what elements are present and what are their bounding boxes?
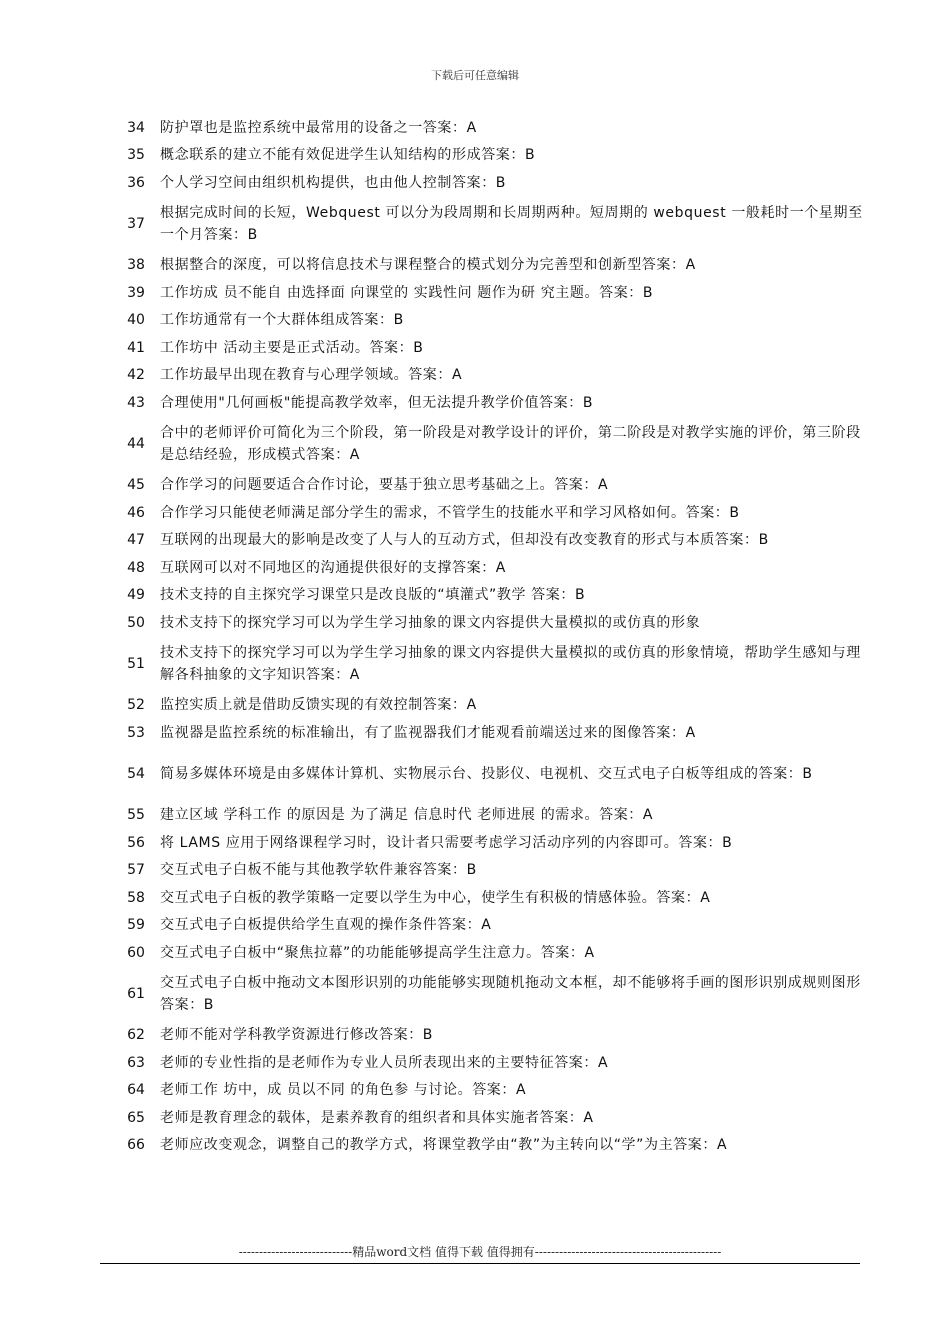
question-number: 60: [127, 944, 145, 961]
page-header: 下载后可任意编辑: [431, 69, 519, 82]
question-text: 合作学习只能使老师满足部分学生的需求，不管学生的技能水平和学习风格如何。答案：B: [160, 504, 740, 521]
question-number: 38: [127, 257, 145, 274]
question-row: [112, 279, 872, 307]
question-number: 37: [127, 216, 145, 232]
question-row: [112, 692, 872, 720]
question-number: 47: [127, 532, 145, 549]
question-row: [112, 829, 872, 857]
question-row: [112, 362, 872, 390]
page-footer: ----------------------------精品word文档 值得下载 值得拥有----------------------------------------------: [100, 1243, 860, 1264]
question-row: [112, 609, 872, 637]
question-number: 54: [127, 766, 145, 782]
question-number: 52: [127, 697, 145, 714]
question-number: 40: [127, 312, 145, 329]
question-text: 老师的专业性指的是老师作为专业人员所表现出来的主要特征答案：A: [160, 1054, 609, 1071]
question-number: 41: [127, 339, 145, 356]
question-text: 老师不能对学科教学资源进行修改答案：B: [160, 1027, 434, 1044]
question-number: 43: [127, 394, 145, 411]
question-text: 老师是教育理念的载体，是素养教育的组织者和具体实施者答案：A: [160, 1109, 594, 1126]
question-number: 55: [127, 807, 145, 824]
question-text: 根据整合的深度，可以将信息技术与课程整合的模式划分为完善型和创新型答案：A: [160, 257, 696, 274]
question-text: 老师工作 坊中，成 员以不同 的角色参 与讨论。答案：A: [160, 1082, 527, 1099]
question-number: 53: [127, 724, 145, 741]
question-text: 技术支持的自主探究学习课堂只是改良版的“填灌式”教学 答案：B: [160, 587, 586, 604]
question-number: 65: [127, 1109, 145, 1126]
question-row: [112, 1104, 872, 1132]
question-text: 交互式电子白板中拖动文本图形识别的功能能够实现随机拖动文本框，却不能够将手画的图形识别成规则图形答案：B: [160, 975, 861, 1013]
question-row: [112, 582, 872, 610]
question-text: 互联网可以对不同地区的沟通提供很好的支撑答案：A: [160, 559, 506, 576]
question-row: [112, 252, 872, 280]
question-row: [112, 802, 872, 830]
question-row: [112, 142, 872, 170]
question-number: 58: [127, 889, 145, 906]
question-number: 42: [127, 367, 145, 384]
question-text: 根据完成时间的长短，Webquest 可以分为段周期和长周期两种。短周期的 webquest 一般耗时一个星期至一个月答案：B: [160, 205, 863, 243]
question-text: 合中的老师评价可简化为三个阶段，第一阶段是对教学设计的评价，第二阶段是对教学实施的评价，第三阶段是总结经验，形成模式答案：A: [160, 425, 861, 463]
question-number: 48: [127, 559, 145, 576]
question-row: [112, 554, 872, 582]
question-number: 36: [127, 174, 145, 191]
question-row: [112, 334, 872, 362]
question-text: 技术支持下的探究学习可以为学生学习抽象的课文内容提供大量模拟的或仿真的形象情境，帮助学生感知与理解各科抽象的文字知识答案：A: [160, 645, 861, 683]
question-row: [112, 967, 872, 1022]
question-text: 交互式电子白板提供给学生直观的操作条件答案：A: [160, 917, 492, 934]
question-number: 66: [127, 1137, 145, 1154]
question-row: [112, 499, 872, 527]
question-text: 工作坊通常有一个大群体组成答案：B: [160, 312, 404, 329]
question-row: [112, 857, 872, 885]
question-text: 监控实质上就是借助反馈实现的有效控制答案：A: [160, 697, 477, 714]
question-text: 互联网的出现最大的影响是改变了人与人的互动方式，但却没有改变教育的形式与本质答案：B: [160, 532, 769, 549]
question-number: 49: [127, 587, 145, 604]
question-row: [112, 1132, 872, 1160]
question-text: 防护罩也是监控系统中最常用的设备之一答案：A: [160, 119, 477, 136]
question-number: 50: [127, 614, 145, 631]
question-row: [112, 1077, 872, 1105]
question-text: 简易多媒体环境是由多媒体计算机、实物展示台、投影仪、电视机、交互式电子白板等组成的答案：B: [160, 766, 813, 782]
question-row: [112, 939, 872, 967]
question-text: 工作坊成 员不能自 由选择面 向课堂的 实践性问 题作为研 究主题。答案：B: [160, 284, 654, 301]
question-text: 技术支持下的探究学习可以为学生学习抽象的课文内容提供大量模拟的或仿真的形象: [160, 614, 701, 631]
question-number: 51: [127, 656, 145, 672]
question-number: 56: [127, 834, 145, 851]
question-text: 个人学习空间由组织机构提供，也由他人控制答案：B: [160, 174, 507, 191]
question-row: [112, 169, 872, 197]
question-row: [112, 884, 872, 912]
question-text: 工作坊中 活动主要是正式活动。答案：B: [160, 339, 424, 356]
question-number: 57: [127, 862, 145, 879]
question-number: 61: [127, 986, 145, 1002]
question-row: [112, 114, 872, 142]
question-text: 概念联系的建立不能有效促进学生认知结构的形成答案：B: [160, 147, 536, 164]
question-number: 59: [127, 917, 145, 934]
question-row: [112, 417, 872, 472]
question-text: 合作学习的问题要适合合作讨论，要基于独立思考基础之上。答案：A: [160, 477, 609, 494]
question-row: [112, 307, 872, 335]
question-row: [112, 527, 872, 555]
question-row: [112, 912, 872, 940]
question-row: [112, 747, 872, 802]
question-row: [112, 637, 872, 692]
question-number: 63: [127, 1054, 145, 1071]
question-text: 交互式电子白板中“聚焦拉幕”的功能能够提高学生注意力。答案：A: [160, 944, 595, 961]
question-text: 工作坊最早出现在教育与心理学领域。答案：A: [160, 367, 463, 384]
question-text: 合理使用"几何画板"能提高教学效率，但无法提升教学价值答案：B: [160, 394, 594, 411]
question-number: 45: [127, 477, 145, 494]
question-row: [112, 1049, 872, 1077]
question-number: 34: [127, 119, 145, 136]
question-number: 46: [127, 504, 145, 521]
question-text: 建立区域 学科工作 的原因是 为了满足 信息时代 老师进展 的需求。答案：A: [160, 807, 654, 824]
question-list: [112, 114, 872, 1159]
question-text: 老师应改变观念，调整自己的教学方式，将课堂教学由“教”为主转向以“学”为主答案：A: [160, 1137, 728, 1154]
question-text: 交互式电子白板不能与其他教学软件兼容答案：B: [160, 862, 477, 879]
question-row: [112, 1022, 872, 1050]
question-text: 监视器是监控系统的标准输出，有了监视器我们才能观看前端送过来的图像答案：A: [160, 724, 696, 741]
question-text: 将 LAMS 应用于网络课程学习时，设计者只需要考虑学习活动序列的内容即可。答案：B: [160, 834, 733, 851]
question-number: 44: [127, 436, 145, 452]
question-number: 62: [127, 1027, 145, 1044]
question-row: [112, 472, 872, 500]
question-row: [112, 719, 872, 747]
question-row: [112, 197, 872, 252]
question-row: [112, 389, 872, 417]
question-number: 35: [127, 147, 145, 164]
question-text: 交互式电子白板的教学策略一定要以学生为中心，使学生有积极的情感体验。答案：A: [160, 889, 711, 906]
question-number: 64: [127, 1082, 145, 1099]
question-number: 39: [127, 284, 145, 301]
